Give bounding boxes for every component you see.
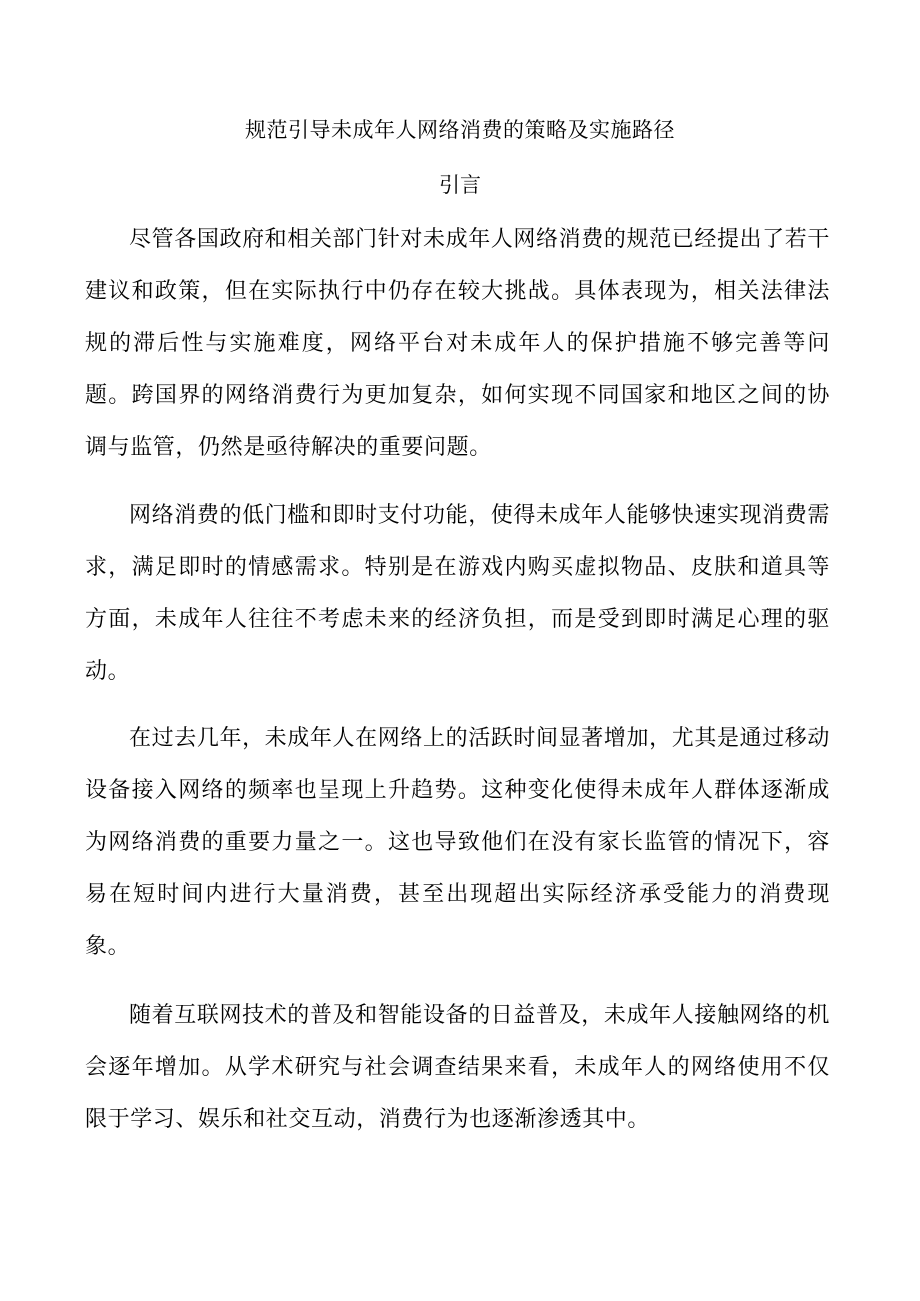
- paragraph-3: 在过去几年，未成年人在网络上的活跃时间显著增加，尤其是通过移动设备接入网络的频率也呈现上升趋势。这种变化使得未成年人群体逐渐成为网络消费的重要力量之一。这也导致他们在没有家长监管的情况下，容易在短时间内进行大量消费，甚至出现超出实际经济承受能力的消费现象。: [85, 726, 830, 959]
- section-heading-introduction: 引言: [439, 173, 481, 197]
- paragraph-4: 随着互联网技术的普及和智能设备的日益普及，未成年人接触网络的机会逐年增加。从学术研究与社会调查结果来看，未成年人的网络使用不仅限于学习、娱乐和社交互动，消费行为也逐渐渗透其中。: [85, 1003, 830, 1132]
- document-title: 规范引导未成年人网络消费的策略及实施路径: [245, 118, 675, 142]
- paragraph-2: 网络消费的低门槛和即时支付功能，使得未成年人能够快速实现消费需求，满足即时的情感需求。特别是在游戏内购买虚拟物品、皮肤和道具等方面，未成年人往往不考虑未来的经济负担，而是受到即时满足心理的驱动。: [85, 503, 830, 684]
- paragraph-1: 尽管各国政府和相关部门针对未成年人网络消费的规范已经提出了若干建议和政策，但在实际执行中仍存在较大挑战。具体表现为，相关法律法规的滞后性与实施难度，网络平台对未成年人的保护措施不够完善等问题。跨国界的网络消费行为更加复杂，如何实现不同国家和地区之间的协调与监管，仍然是亟待解决的重要问题。: [85, 227, 830, 460]
